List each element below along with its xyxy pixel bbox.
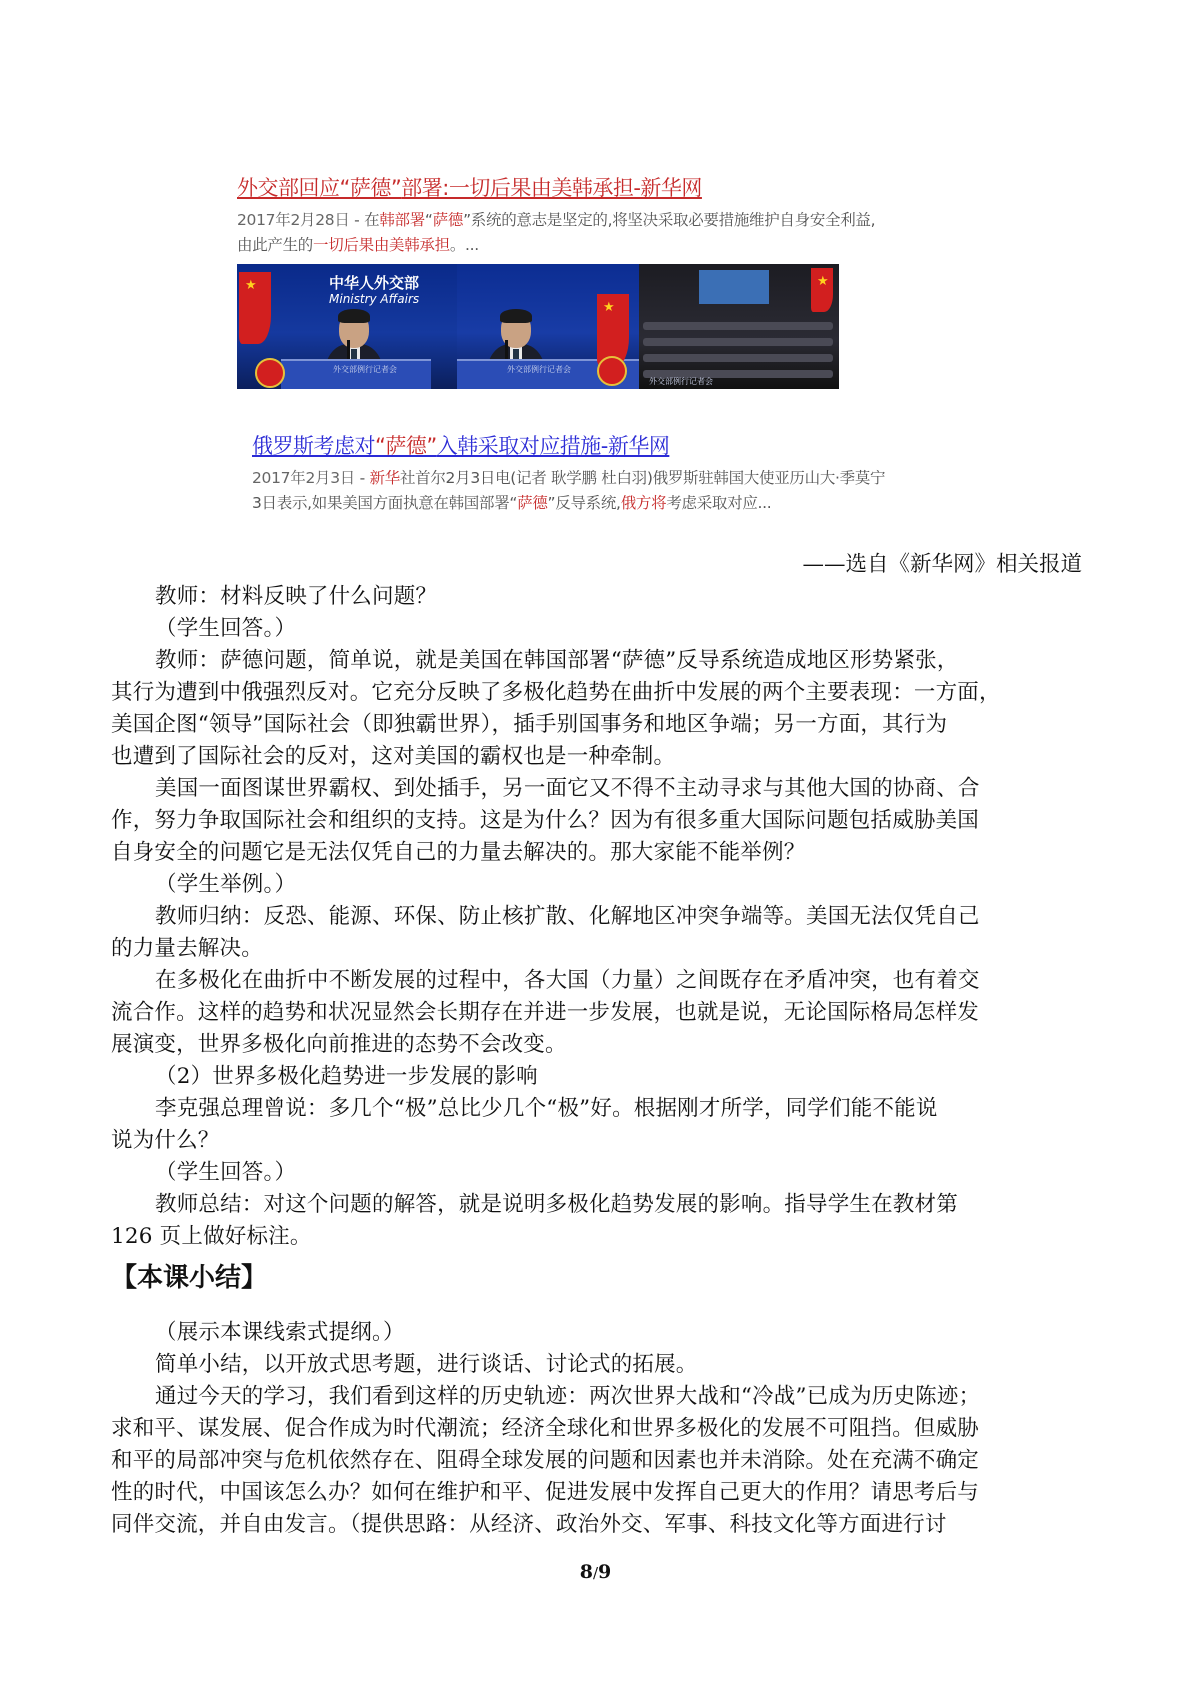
- search-result-2-date: 2017年2月3日: [252, 469, 355, 487]
- photo-caption-2: 外交部例行记者会: [507, 365, 571, 374]
- body-line: 126 页上做好标注。: [111, 1224, 312, 1249]
- body-line: 流合作。这样的趋势和状况显然会长期存在并进一步发展，也就是说，无论国际格局怎样发: [111, 1000, 980, 1025]
- photo-spokesperson-2: [457, 264, 639, 389]
- search-result-1-date: 2017年2月28日: [237, 211, 350, 229]
- section-heading-summary: 【本课小结】: [111, 1263, 268, 1293]
- page-number: 8/9: [579, 1561, 612, 1583]
- body-line: 自身安全的问题它是无法仅凭自己的力量去解决的。那大家能不能举例？: [111, 840, 806, 865]
- photo-sign-cn: 中华人外交部: [329, 274, 420, 292]
- search-result-1-title[interactable]: 外交部回应“萨德”部署:一切后果由美韩承担-新华网: [237, 176, 702, 200]
- summary-line: （展示本课线索式提纲。）: [155, 1320, 405, 1345]
- summary-line: 简单小结，以开放式思考题，进行谈话、讨论式的拓展。: [155, 1352, 698, 1377]
- summary-line: 求和平、谋发展、促合作成为时代潮流；经济全球化和世界多极化的发展不可阻挡。但威胁: [111, 1416, 980, 1441]
- summary-line: 和平的局部冲突与危机依然存在、阻碍全球发展的问题和因素也并未消除。处在充满不确定: [111, 1448, 980, 1473]
- summary-line: 通过今天的学习，我们看到这样的历史轨迹：两次世界大战和“冷战”已成为历史陈迹；: [155, 1384, 981, 1409]
- body-line: 教师总结：对这个问题的解答，就是说明多极化趋势发展的影响。指导学生在教材第: [155, 1192, 958, 1217]
- subsection-heading: （2）世界多极化趋势进一步发展的影响: [155, 1064, 538, 1089]
- search-result-1-description: 2017年2月28日 - 在韩部署“萨德”系统的意志是坚定的,将坚决采取必要措施维护自身安全利益, 由此产生的一切后果由美韩承担。...: [237, 211, 876, 254]
- photo-press-room: [639, 264, 839, 389]
- body-line: 李克强总理曾说：多几个“极”总比少几个“极”好。根据刚才所学，同学们能不能说: [155, 1096, 938, 1121]
- body-line: 教师归纳：反恐、能源、环保、防止核扩散、化解地区冲突争端等。美国无法仅凭自己: [155, 904, 980, 929]
- press-conference-photos: [237, 264, 839, 389]
- search-result-2-title[interactable]: 俄罗斯考虑对“萨德”入韩采取对应措施-新华网: [252, 434, 670, 458]
- body-line: 说为什么？: [111, 1128, 220, 1153]
- search-result-1: [237, 172, 875, 258]
- photo-caption-1: 外交部例行记者会: [333, 365, 397, 374]
- photo-caption-3: 外交部例行记者会: [649, 377, 713, 386]
- body-line: 也遭到了国际社会的反对，这对美国的霸权也是一种牵制。: [111, 744, 676, 769]
- body-line: 在多极化在曲折中不断发展的过程中，各大国（力量）之间既存在矛盾冲突，也有着交: [155, 968, 980, 993]
- body-line: （学生举例。）: [155, 872, 297, 897]
- source-attribution: ——选自《新华网》相关报道: [802, 552, 1082, 577]
- body-line: 美国企图“领导”国际社会（即独霸世界），插手别国事务和地区争端；另一方面，其行为: [111, 712, 948, 737]
- summary-line: 性的时代，中国该怎么办？如何在维护和平、促进发展中发挥自己更大的作用？请思考后与: [111, 1480, 980, 1505]
- photo-sign-en: Ministry Affairs: [329, 292, 420, 306]
- body-line: 教师：萨德问题，简单说，就是美国在韩国部署“萨德”反导系统造成地区形势紧张，: [155, 648, 959, 673]
- body-line: （学生回答。）: [155, 616, 297, 641]
- summary-line: 同伴交流，并自由发言。（提供思路：从经济、政治外交、军事、科技文化等方面进行讨: [111, 1512, 947, 1537]
- body-line: 作，努力争取国际社会和组织的支持。这是为什么？因为有很多重大国际问题包括威胁美国: [111, 808, 980, 833]
- body-line: 其行为遭到中俄强烈反对。它充分反映了多极化趋势在曲折中发展的两个主要表现：一方面，: [111, 680, 1001, 705]
- body-line: 展演变，世界多极化向前推进的态势不会改变。: [111, 1032, 567, 1057]
- body-line: 美国一面图谋世界霸权、到处插手，另一面它又不得不主动寻求与其他大国的协商、合: [155, 776, 980, 801]
- search-result-2-description: 2017年2月3日 - 新华社首尔2月3日电(记者 耿学鹏 杜白羽)俄罗斯驻韩国大使亚历山大·季莫宁 3日表示,如果美国方面执意在韩国部署“萨德”反导系统,俄方将考虑采取对应...: [252, 469, 886, 512]
- body-line: 的力量去解决。: [111, 936, 263, 961]
- photo-spokesperson-1: [237, 264, 457, 389]
- body-line: （学生回答。）: [155, 1160, 297, 1185]
- body-line: 教师：材料反映了什么问题？: [155, 584, 438, 609]
- search-result-2: [252, 430, 885, 516]
